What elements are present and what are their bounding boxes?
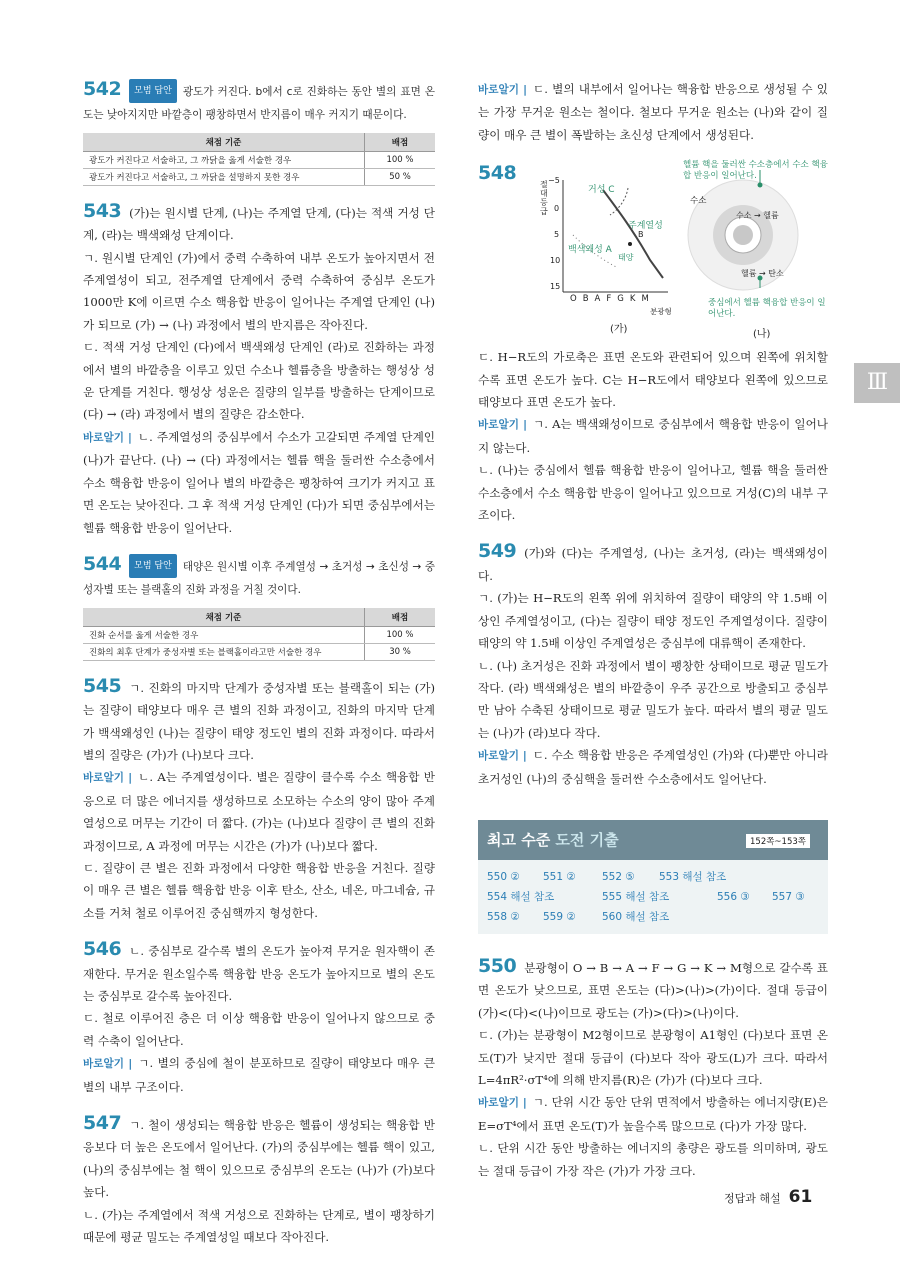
- question-number: 542: [83, 78, 122, 100]
- answer-547: 547 ㄱ. 철이 생성되는 핵융합 반응은 헬륨이 생성되는 핵융합 반응보다 더 높은 온도에서 일어난다. (가)의 중심부에는 헬륨 핵이 있고, (나)의 중심부에는 철 핵이 있으므로 중심부의 온도는 (나)가 (가)보다 높다. ㄴ. (가)는 주계열에서 적색 거성으로 진화하는 단계로, 별이 팽창하기 때문에 평균 밀도는 주계열성일 때보다 작아진다.: [83, 1112, 435, 1245]
- incorrect-label: 바로알기 |: [478, 84, 528, 96]
- scoring-table: [83, 608, 435, 661]
- sun-label: 태양: [618, 253, 634, 263]
- question-number: 546: [83, 938, 122, 961]
- incorrect-label: 바로알기 |: [83, 772, 133, 785]
- list-item: 559 ②: [543, 911, 576, 923]
- right-column: [478, 78, 828, 804]
- model-answer-tag: 모범 답안: [129, 554, 177, 578]
- table-row: 진화 순서를 옳게 서술한 경우 100 %: [83, 626, 435, 643]
- scoring-table: [83, 133, 435, 186]
- y-tick: 15: [550, 282, 561, 292]
- table-header: 배점: [365, 133, 436, 152]
- page-footer: [724, 1187, 812, 1207]
- table-header: 채점 기준: [83, 608, 365, 627]
- incorrect-label: 바로알기 |: [83, 431, 132, 444]
- question-number: 550: [478, 955, 517, 977]
- y-tick: 5: [554, 230, 560, 240]
- main-sequence-label: 주계열성: [628, 221, 663, 232]
- left-column: [83, 78, 435, 1262]
- list-item: 554 해설 참조: [487, 891, 555, 903]
- y-tick: 10: [550, 256, 561, 266]
- white-dwarf-label: 백색왜성 A: [568, 245, 612, 256]
- h-to-he-label: 수소 → 헬륨: [736, 211, 779, 221]
- answer-545: 545 ㄱ. 진화의 마지막 단계가 중성자별 또는 블랙홀이 되는 (가)는 질량이 태양보다 매우 큰 별의 진화 과정이고, 진화의 마지막 단계가 백색왜성인 (나)는 질량이 태양 정도인 별의 진화 과정이다. 따라서 별의 질량은 (가)가 (나)보다 크다. 바로알기 | ㄴ. A는 주계열성이다. 별은 질량이 클수록 수소 핵융합 반응으로 더 많은 에너지를 생성하므로 소모하는 수소의 양이 많아 주계열성으로 머무는 기간이 더 짧다. (가)는 (나)보다 질량이 큰 별의 진화 과정이므로, A 과정에 머무는 시간은 (가)가 (나)보다 짧다. ㄷ. 질량이 큰 별은 진화 과정에서 다양한 핵융합 반응을 거친다. 질량이 매우 큰 별은 헬륨 핵융합 반응 이후 탄소, 산소, 네온, 마그네슘, 규소를 거쳐 철로 이루어진 중심핵까지 형성한다.: [83, 674, 435, 920]
- caption-b: (나): [753, 329, 771, 341]
- answer-546: 546 ㄴ. 중심부로 갈수록 별의 온도가 높아져 무거운 원자핵이 존재한다. 무거운 원소일수록 핵융합 반응 온도가 높아지므로 별의 온도는 중심부로 갈수록 높아진다. ㄷ. 철로 이루어진 층은 더 이상 핵융합 반응이 일어나지 않으므로 중력 수축이 일어난다. 바로알기 | ㄱ. 별의 중심에 철이 분포하므로 질량이 태양보다 매우 큰 별의 내부 구조이다.: [83, 938, 435, 1094]
- box-title-b: 도전 기출: [555, 831, 619, 849]
- answer-548: 548 절대등급 −5 0 5 10 15 OBAFGKM 분광형 거성 C 주계열성 B 백색왜성 A 태양 (가) 헬륨 핵을 둘러싼 수소층에서 수소 핵융합 반응이 일어난다. 수소 수소 → 헬륨 헬륨 → 탄소 중심에서 헬륨 핵융합 반응이 일어난다. (나) ㄷ. H−R도의 가로축은 표면 온도와 관련되어 있으며 왼쪽에 위치할수록 표면 온도가 높다. C는 H−R도에서 태양보다 왼쪽에 있으므로 태양보다 표면 온도가 높다. 바로알기 | ㄱ. A는 백색왜성이므로 중심부에서 핵융합 반응이 일어나지 않는다. ㄴ. (나)는 중심에서 헬륨 핵융합 반응이 일어나고, 헬륨 핵을 둘러싼 수소층에서 수소 핵융합 반응이 일어나고 있으므로 거성(C)의 내부 구조이다.: [478, 160, 828, 523]
- list-item: 557 ③: [772, 891, 805, 903]
- question-number: 543: [83, 199, 122, 222]
- main-sequence-band: [603, 190, 663, 278]
- list-item: 550 ②: [487, 871, 520, 883]
- box-title-a: 최고 수준: [487, 831, 551, 849]
- incorrect-label: 바로알기 |: [478, 419, 528, 432]
- hr-diagram-figure: [478, 160, 828, 341]
- challenge-answer-box: [478, 820, 828, 934]
- giant-label: 거성 C: [588, 185, 615, 196]
- answer-547-continued: 바로알기 | ㄷ. 별의 내부에서 일어나는 핵융합 반응으로 생성될 수 있는 가장 무거운 원소는 철이다. 철보다 무거운 원소는 (나)와 같이 질량이 매우 큰 별이 폭발하는 초신성 단계에서 생성된다.: [478, 82, 828, 142]
- y-tick: 0: [554, 204, 560, 214]
- list-item: 558 ②: [487, 911, 520, 923]
- x-ticks: OBAFGKM: [570, 294, 655, 305]
- answer-text: 광도가 커진다. b에서 c로 진화하는 동안 별의 표면 온도는 낮아지지만 바깥층이 팽창하면서 반지름이 매우 커지기 때문이다.: [83, 86, 435, 122]
- table-row: 광도가 커진다고 서술하고, 그 까닭을 옳게 서술한 경우 100 %: [83, 151, 435, 168]
- table-row: 광도가 커진다고 서술하고, 그 까닭을 설명하지 못한 경우 50 %: [83, 168, 435, 185]
- answer-550: 550 분광형이 O → B → A → F → G → K → M형으로 갈수록 표면 온도가 낮으므로, 표면 온도는 (다)>(나)>(가)이다. 절대 등급이 (가)<(다)<(나)이므로 광도는 (가)>(다)>(나)이다. ㄷ. (가)는 분광형이 M2형이므로 분광형이 A1형인 (다)보다 표면 온도(T)가 낮지만 절대 등급이 (다)보다 작아 광도(L)가 크다. 따라서 L=4πR²·σT⁴에 의해 반지름(R)은 (가)가 (다)보다 크다. 바로알기 | ㄱ. 단위 시간 동안 단위 면적에서 방출하는 에너지량(E)은 E=σT⁴에서 표면 온도(T)가 높을수록 많으므로 (다)가 가장 많다. ㄴ. 단위 시간 동안 방출하는 에너지의 총량은 광도를 의미하며, 광도는 절대 등급이 가장 작은 (가)가 가장 크다.: [478, 955, 828, 1178]
- y-axis-label: 절대등급: [540, 180, 548, 217]
- he-to-c-label: 헬륨 → 탄소: [741, 269, 784, 279]
- question-number: 547: [83, 1112, 122, 1135]
- list-item: 560 해설 참조: [602, 911, 670, 923]
- x-axis-label: 분광형: [650, 307, 672, 317]
- box-header: [478, 820, 828, 860]
- page-range: 152쪽~153쪽: [746, 834, 810, 848]
- sun-marker: [628, 242, 632, 246]
- incorrect-label: 바로알기 |: [478, 1097, 527, 1110]
- answer-549: 549 (가)와 (다)는 주계열성, (나)는 초거성, (라)는 백색왜성이다. ㄱ. (가)는 H−R도의 왼쪽 위에 위치하여 질량이 태양의 약 1.5배 이상인 주계열성이고, (다)는 질량이 태양 정도인 주계열성이다. 질량이 태양의 약 1.5배 이상인 주계열성은 중심부에 대류핵이 존재한다. ㄴ. (나) 초거성은 진화 과정에서 별이 팽창한 상태이므로 평균 밀도가 작다. (라) 백색왜성은 별의 바깥층이 우주 공간으로 방출되고 중심부만 남아 수축된 상태이므로 평균 밀도가 높다. 따라서 별의 평균 밀도는 (나)가 (라)보다 작다. 바로알기 | ㄷ. 수소 핵융합 반응은 주계열성인 (가)와 (다)뿐만 아니라 초거성인 (나)의 중심핵을 둘러싼 수소층에서도 일어난다.: [478, 540, 828, 786]
- list-item: 552 ⑤: [602, 871, 635, 883]
- question-number: 549: [478, 540, 517, 563]
- table-header: 채점 기준: [83, 133, 365, 152]
- table-row: 진화의 최후 단계가 중성자별 또는 블랙홀이라고만 서술한 경우 30 %: [83, 643, 435, 660]
- list-item: 553 해설 참조: [659, 871, 727, 883]
- bottom-note: 중심에서 헬륨 핵융합 반응이 일어난다.: [708, 298, 826, 320]
- question-number: 544: [83, 552, 122, 575]
- list-item: 556 ③: [717, 891, 750, 903]
- question-number: 545: [83, 674, 122, 697]
- y-tick: −5: [548, 176, 560, 186]
- incorrect-label: 바로알기 |: [478, 750, 527, 763]
- chapter-tab: Ⅲ: [854, 363, 900, 403]
- footer-label: 정답과 해설: [724, 1192, 781, 1205]
- top-note: 헬륨 핵을 둘러싼 수소층에서 수소 핵융합 반응이 일어난다.: [683, 160, 828, 182]
- caption-a: (가): [610, 324, 628, 336]
- list-item: 551 ②: [543, 871, 576, 883]
- page-number: 61: [788, 1187, 813, 1207]
- b-label: B: [638, 230, 644, 240]
- incorrect-label: 바로알기 |: [83, 1058, 133, 1071]
- answer-543: 543 (가)는 원시별 단계, (나)는 주계열 단계, (다)는 적색 거성 단계, (라)는 백색왜성 단계이다. ㄱ. 원시별 단계인 (가)에서 중력 수축하여 내부 온도가 높아지면서 전주계열성이 되고, 전주계열 단계에서 중력 수축하여 중심부 온도가 1000만 K에 이르면 수소 핵융합 반응이 일어나는 주계열 단계인 (나)가 되므로 (가) → (나) 과정에서 별의 반지름은 작아진다. ㄷ. 적색 거성 단계인 (다)에서 백색왜성 단계인 (라)로 진화하는 과정에서 별의 바깥층을 이루고 있던 수소나 헬륨층을 방출하는 행성상 성운 단계를 거친다. 행성상 성운은 질량의 일부를 방출하는 단계이므로 (다) → (라) 과정에서 별의 질량은 감소한다. 바로알기 | ㄴ. 주계열성의 중심부에서 수소가 고갈되면 주계열 단계인 (나)가 끝난다. (나) → (다) 과정에서는 헬륨 핵을 둘러싼 수소층에서 수소 핵융합 반응이 일어나 별의 바깥층은 팽창하여 크기가 커지고 표면 온도는 낮아진다. 그 후 적색 거성 단계인 (다)가 되면 중심부에서는 헬륨 핵융합 반응이 일어난다.: [83, 199, 436, 535]
- answer-544: 544 모범 답안 태양은 원시별 이후 주계열성 → 초거성 → 초신성 → 중성자별 또는 블랙홀의 진화 과정을 거칠 것이다. 채점 기준 배점 진화 순서를 옳게 서술한 경우 100 % 진화의 최후 단계가 중성자별 또는 블랙홀이라고만 서술한 경우 30 %: [83, 553, 435, 661]
- model-answer-tag: 모범 답안: [129, 79, 177, 103]
- core-center: [733, 225, 753, 245]
- question-number: 548: [478, 162, 517, 185]
- hydrogen-label: 수소: [690, 196, 707, 207]
- answer-542: [83, 78, 435, 186]
- table-header: 배점: [365, 608, 436, 627]
- list-item: 555 해설 참조: [602, 891, 670, 903]
